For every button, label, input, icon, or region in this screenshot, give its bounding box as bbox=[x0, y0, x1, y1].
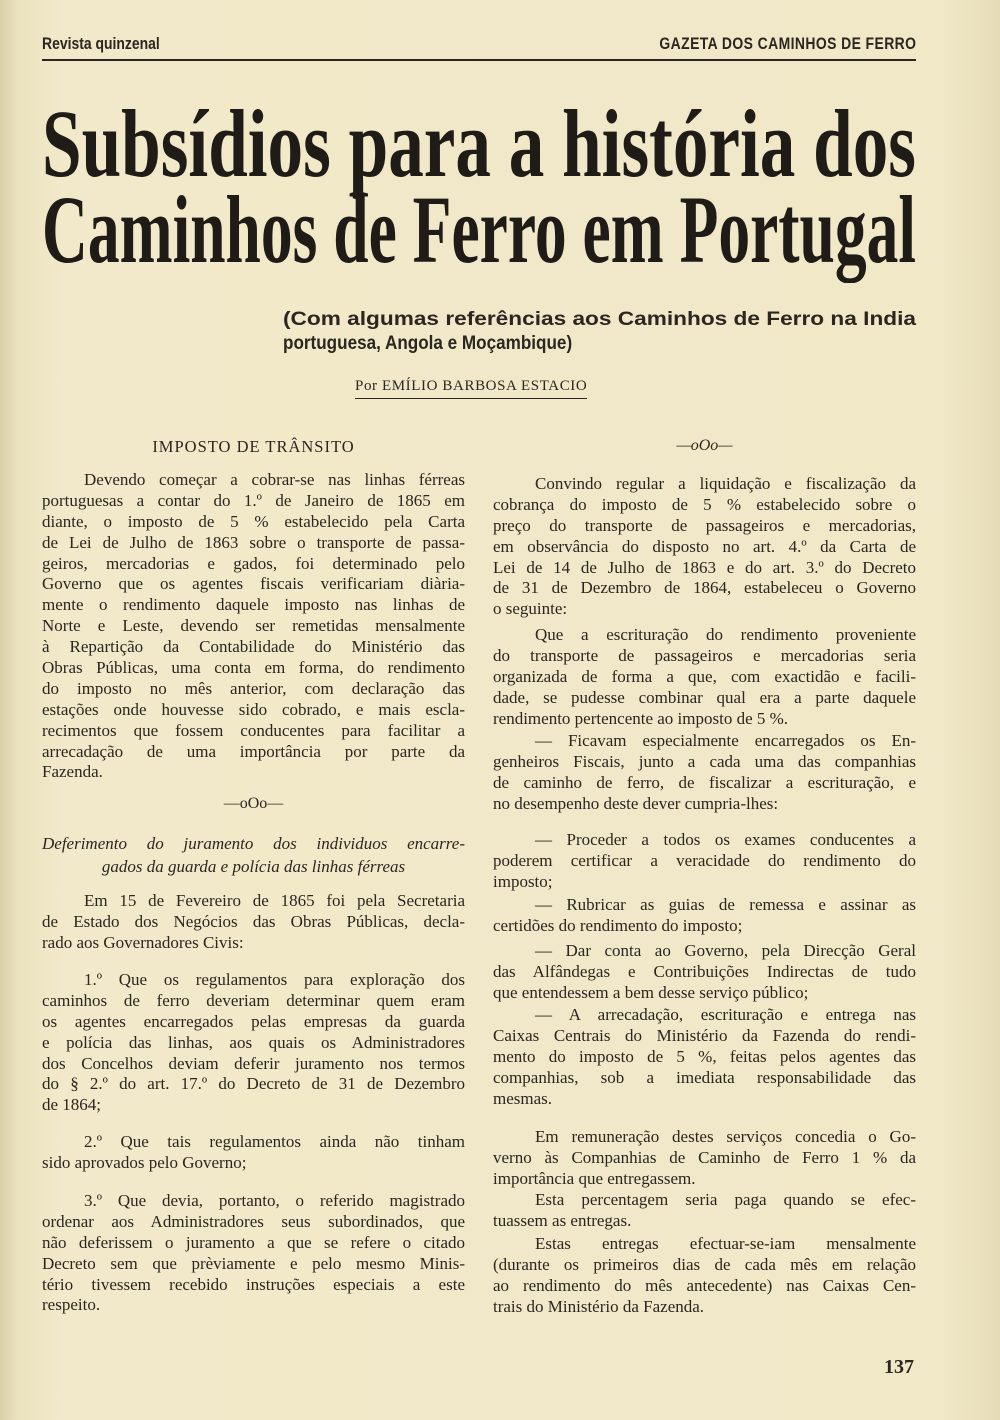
text-line: 2.º Que tais regulamentos ainda não tinham bbox=[84, 1132, 465, 1151]
text-line: que entendessem a bem desse serviço público; bbox=[493, 982, 809, 1002]
left-column-paragraph bbox=[42, 470, 465, 783]
text-line: importância que entregassem. bbox=[493, 1168, 696, 1188]
text-line: caminhos de ferro deveriam determinar quem eram bbox=[42, 990, 465, 1010]
text-line: o seguinte: bbox=[493, 599, 568, 619]
text-line: rendimento pertencente ao imposto de 5 %. bbox=[493, 708, 789, 728]
text-line: Decreto sem que prèviamente e pelo mesmo Minis- bbox=[42, 1253, 465, 1273]
right-column-paragraph bbox=[493, 941, 916, 1004]
text-line: Devendo começar a cobrar-se nas linhas férreas bbox=[84, 470, 465, 489]
text-line: imposto; bbox=[493, 871, 553, 891]
text-line: do imposto no mês anterior, com declaração das bbox=[42, 678, 465, 698]
text-line: do transporte de passageiros e mercadorias seria bbox=[493, 645, 916, 665]
text-line: de Estado dos Negócios das Obras Públicas, decla- bbox=[42, 911, 465, 931]
article-subtitle bbox=[283, 308, 916, 356]
text-line: (durante os primeiros dias de cada mês em relação bbox=[493, 1254, 916, 1274]
text-line: tério tivessem recebido instruções especiais a este bbox=[42, 1274, 465, 1294]
right-column-paragraph bbox=[493, 1127, 916, 1190]
text-line: de Lei de Julho de 1863 sobre o transporte de passa- bbox=[42, 532, 465, 552]
left-column-paragraph bbox=[42, 832, 465, 878]
text-line: do § 2.º do art. 17.º do Decreto de 31 de Dezembro bbox=[42, 1074, 465, 1094]
section-divider: —oOo— bbox=[676, 437, 733, 454]
text-line: Fazenda. bbox=[42, 762, 103, 782]
right-column-paragraph bbox=[493, 625, 916, 729]
text-line: trais do Ministério da Fazenda. bbox=[493, 1296, 705, 1316]
subtitle-line-2: portuguesa, Angola e Moçambique) bbox=[283, 333, 573, 354]
article-title-line-2: Caminhos de Ferro em Portugal bbox=[42, 176, 917, 283]
text-line: — Proceder a todos os exames conducentes a bbox=[535, 830, 916, 849]
text-line: no desempenho deste dever cumpria-lhes: bbox=[493, 793, 779, 813]
subtitle-line-1: (Com algumas referências aos Caminhos de Ferro na India bbox=[283, 309, 916, 330]
section-heading: IMPOSTO DE TRÂNSITO bbox=[152, 437, 355, 456]
text-line: ordenar aos Administradores seus subordinados, que bbox=[42, 1211, 465, 1231]
left-column-paragraph bbox=[42, 891, 465, 954]
text-line: recimentos que fossem conducentes para facilitar a bbox=[42, 720, 465, 740]
text-line: arrecadação de uma importância por parte da bbox=[42, 741, 465, 761]
text-line: organizada de forma a que, com exactidão e facili- bbox=[493, 666, 916, 686]
text-line: de caminho de ferro, de fiscalizar a escrituração, e bbox=[493, 772, 916, 792]
right-column-paragraph bbox=[493, 731, 916, 815]
text-line: Deferimento do juramento dos individuos encarre- bbox=[42, 834, 465, 853]
text-line: Obras Públicas, uma conta em forma, do rendimento bbox=[42, 658, 465, 678]
article-title-line-1: Subsídios para a história dos bbox=[42, 90, 916, 197]
text-line: mento do imposto de 5 %, feitas pelos agentes das bbox=[493, 1046, 916, 1066]
right-column-paragraph bbox=[493, 1005, 916, 1109]
left-column-paragraph bbox=[42, 1132, 465, 1174]
author-byline: Por EMÍLIO BARBOSA ESTACIO bbox=[355, 378, 587, 399]
text-line: poderem certificar a veracidade do rendimento do bbox=[493, 850, 916, 870]
text-line: à Repartição da Contabilidade do Ministério das bbox=[42, 637, 465, 657]
text-line: não deferissem o juramento a que se refere o citado bbox=[42, 1232, 465, 1252]
text-line: mente o rendimento daquele imposto nas linhas de bbox=[42, 595, 465, 615]
text-line: preço do transporte de passageiros e mercadorias, bbox=[493, 515, 916, 535]
text-line: cobrança do imposto de 5 % estabelecido sobre o bbox=[493, 494, 916, 514]
text-line: os agentes encarregados pelas empresas da guarda bbox=[42, 1011, 465, 1031]
text-line: gados da guarda e polícia das linhas férreas bbox=[101, 857, 406, 876]
text-line: — Ficavam especialmente encarregados os En- bbox=[535, 731, 916, 750]
page-number: 137 bbox=[884, 1356, 914, 1378]
text-line: Lei de 14 de Julho de 1863 e do art. 3.º do Decreto bbox=[493, 557, 916, 577]
text-line: tuassem as entregas. bbox=[493, 1210, 632, 1230]
text-line: Convindo regular a liquidação e fiscalização da bbox=[535, 474, 916, 493]
left-column-paragraph bbox=[42, 1191, 465, 1316]
text-line: rado aos Governadores Civis: bbox=[42, 932, 244, 952]
text-line: 3.º Que devia, portanto, o referido magistrado bbox=[84, 1191, 465, 1210]
right-column-paragraph bbox=[493, 830, 916, 893]
text-line: certidões do rendimento do imposto; bbox=[493, 915, 743, 935]
right-column-paragraph bbox=[493, 1190, 916, 1232]
text-line: — Rubricar as guias de remessa e assinar as bbox=[535, 895, 916, 914]
text-line: Esta percentagem seria paga quando se efec- bbox=[535, 1190, 916, 1209]
text-line: genheiros Fiscais, junto a cada uma das companhias bbox=[493, 751, 916, 771]
text-line: Caixas Centrais do Ministério da Fazenda do rendi- bbox=[493, 1025, 916, 1045]
text-line: das Alfândegas e Contribuições Indirectas de tudo bbox=[493, 961, 916, 981]
text-line: mesmas. bbox=[493, 1088, 553, 1108]
running-header-left: Revista quinzenal bbox=[42, 34, 160, 53]
right-column-paragraph bbox=[493, 895, 916, 937]
text-line: — Dar conta ao Governo, pela Direcção Geral bbox=[535, 941, 916, 960]
text-line: 1.º Que os regulamentos para exploração dos bbox=[84, 970, 465, 989]
text-line: ao rendimento do mês antecedente) nas Caixas Cen- bbox=[493, 1275, 916, 1295]
running-header-right: GAZETA DOS CAMINHOS DE FERRO bbox=[659, 34, 916, 53]
text-line: em observância do disposto no art. 4.º da Carta de bbox=[493, 536, 916, 556]
text-line: Que a escrituração do rendimento proveniente bbox=[535, 625, 916, 644]
text-line: de 1864; bbox=[42, 1095, 102, 1115]
section-divider: —oOo— bbox=[223, 795, 284, 812]
left-column-paragraph bbox=[42, 970, 465, 1116]
right-column-paragraph bbox=[493, 1234, 916, 1318]
text-line: Em 15 de Fevereiro de 1865 foi pela Secretaria bbox=[84, 891, 465, 910]
text-line: de 31 de Dezembro de 1864, estabeleceu o Governo bbox=[493, 578, 916, 598]
right-column-paragraph bbox=[493, 474, 916, 620]
text-line: geiros, mercadorias e gados, foi determinado pelo bbox=[42, 553, 465, 573]
text-line: respeito. bbox=[42, 1295, 101, 1315]
text-line: estações onde houvesse sido cobrado, e mais escla- bbox=[42, 699, 465, 719]
text-line: sido aprovados pelo Governo; bbox=[42, 1152, 247, 1172]
text-line: — A arrecadação, escrituração e entrega nas bbox=[535, 1005, 916, 1024]
text-line: portuguesas a contar do 1.º de Janeiro de 1865 em bbox=[42, 490, 465, 510]
text-line: verno às Companhias de Caminho de Ferro 1 % da bbox=[493, 1147, 916, 1167]
header-rule bbox=[42, 59, 916, 61]
text-line: diante, o imposto de 5 % estabelecido pela Carta bbox=[42, 511, 465, 531]
text-line: Governo que os agentes fiscais verificariam diària- bbox=[42, 574, 465, 594]
text-line: Norte e Leste, devendo ser remetidas mensalmente bbox=[42, 616, 465, 636]
text-line: dos Concelhos deviam deferir juramento nos termos bbox=[42, 1053, 465, 1073]
text-line: e polícia das linhas, aos quais os Administradores bbox=[42, 1032, 465, 1052]
text-line: dade, se pudesse combinar qual era a parte daquele bbox=[493, 687, 916, 707]
text-line: companhias, sob a imediata responsabilidade das bbox=[493, 1067, 916, 1087]
text-line: Estas entregas efectuar-se-iam mensalmente bbox=[535, 1234, 916, 1253]
text-line: Em remuneração destes serviços concedia o Go- bbox=[535, 1127, 916, 1146]
